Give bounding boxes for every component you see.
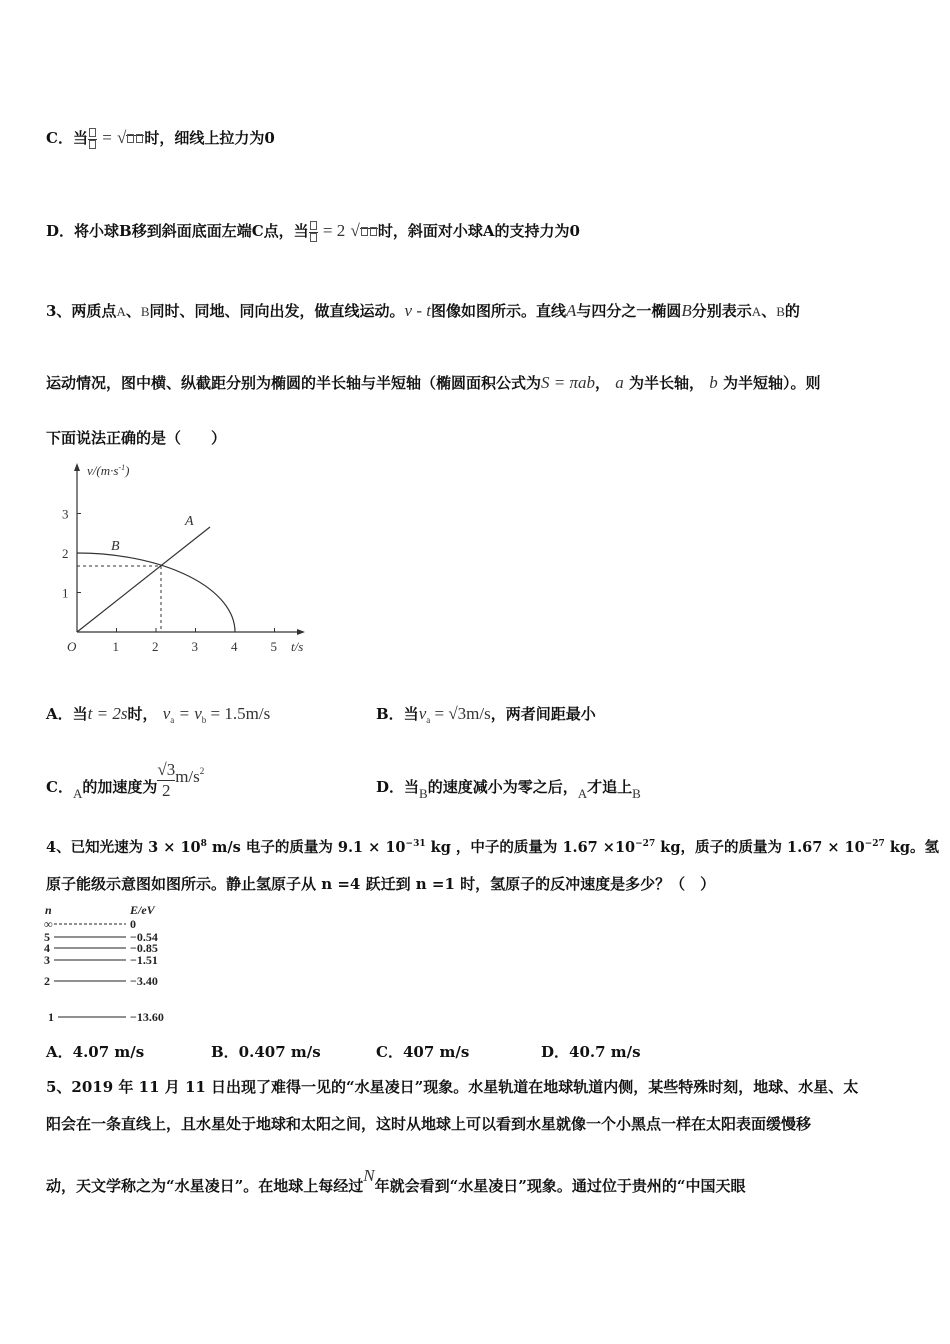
q5-line2: 阳会在一条直线上，且水星处于地球和太阳之间，这时从地球上可以看到水星就像一个小黑点一样在太阳表面缓慢移 [46,1115,812,1133]
q4-line2: 原子能级示意图如图所示。静止氢原子从 n =4 跃迁到 n =1 时，氢原子的反冲速度是多少？（ ） [46,875,716,893]
energy-level-diagram [42,902,192,1027]
q3-option-c: C．A的加速度为 $\frac{√3}{2}$ m/s2 [46,760,205,801]
n-label: n [45,903,52,917]
q4-option-c: C．407 m/s [376,1043,470,1061]
curve-b [77,553,235,632]
energy-level-n: 5 [44,930,50,944]
fraction-placeholder [88,128,97,151]
q4-option-b: B．0.407 m/s [211,1043,321,1061]
q5-line1: 5、2019 年 11 月 11 日出现了难得一见的“水星凌日”现象。水星轨道在地球轨道内侧，某些特殊时刻，地球、水星、太 [46,1078,859,1096]
y-axis-arrow [74,463,80,471]
energy-level-n: 2 [44,974,50,988]
e-label: E/eV [130,903,155,917]
x-tick-label: 5 [270,639,277,654]
sqrt-placeholder: √ [117,128,144,147]
line-a [77,527,210,632]
energy-level-value: −0.54 [130,930,158,944]
energy-level-value: −0.85 [130,941,158,955]
y-tick-label: 1 [62,585,69,601]
x-axis-arrow [297,629,305,635]
energy-level-n: 3 [44,953,50,967]
energy-level-value: −3.40 [130,974,158,988]
q3-option-d: D．当B的速度减小为零之后，A才追上B [376,778,641,801]
energy-level-value: −13.60 [130,1010,164,1024]
label-a: A [185,514,194,529]
q4-option-d: D．40.7 m/s [541,1043,641,1061]
q4-line1: 4、已知光速为 $3 \times 10^8$ m/s 电子的质量为 $9.1 \times 10^{-31}$ kg ，中子的质量为 $1.67 \times 10^{-27}$ kg，质子的质量为 $1.67 \times 10^{-27}$ kg。氢 [46,839,940,856]
fraction: $\frac{√3}{2}$ [157,760,176,800]
x-tick-label: 4 [231,639,238,654]
vt-graph [55,455,325,660]
energy-level-n: 1 [48,1010,54,1024]
q3-line1: 3、两质点A、B同时、同地、同向出发，做直线运动。v - t图像如图所示。直线A与四分之一椭圆B分别表示A、B的 [46,301,800,320]
x-tick-label: 1 [112,639,119,654]
x-tick-label: 3 [191,639,198,654]
energy-level-n: 4 [44,941,50,955]
origin-label: O [67,639,77,654]
q3-option-b: B．当$v_a = √3m/s$，两者间距最小 [376,704,596,725]
q4-option-a: A．4.07 m/s [46,1043,145,1061]
q5-line3: 动，天文学称之为“水星凌日”。在地球上每经过N年就会看到“水星凌日”现象。通过位于贵州的“中国天眼 [46,1166,746,1195]
fraction-placeholder [309,221,318,244]
y-axis-label: $v/(m\cdot s^{-1})$ [87,463,130,478]
q3-line2: 运动情况，图中横、纵截距分别为椭圆的半长轴与半短轴（椭圆面积公式为S = πab， a 为半长轴， b 为半短轴）。则 [46,373,821,392]
y-tick-label: 3 [62,506,69,522]
option-c: C．当 = √ 时，细线上拉力为0 [46,127,275,151]
energy-level-value: −1.51 [130,953,158,967]
q3-line3: 下面说法正确的是（ ） [46,429,227,447]
y-tick-label: 2 [62,546,69,561]
x-axis-label: t/s [291,639,304,654]
energy-level-n: ∞ [44,917,53,931]
q3-option-a: A．当t = 2s时， $v_a = v_b = 1.5m/s$ [46,704,271,725]
x-tick-label: 2 [152,639,159,654]
label-b: B [111,539,120,554]
sqrt-placeholder: √ [351,221,378,240]
option-d: D．将小球B移到斜面底面左端C点，当 = 2 √ 时，斜面对小球A的支持力为0 [46,220,580,244]
energy-level-value: 0 [130,917,136,931]
